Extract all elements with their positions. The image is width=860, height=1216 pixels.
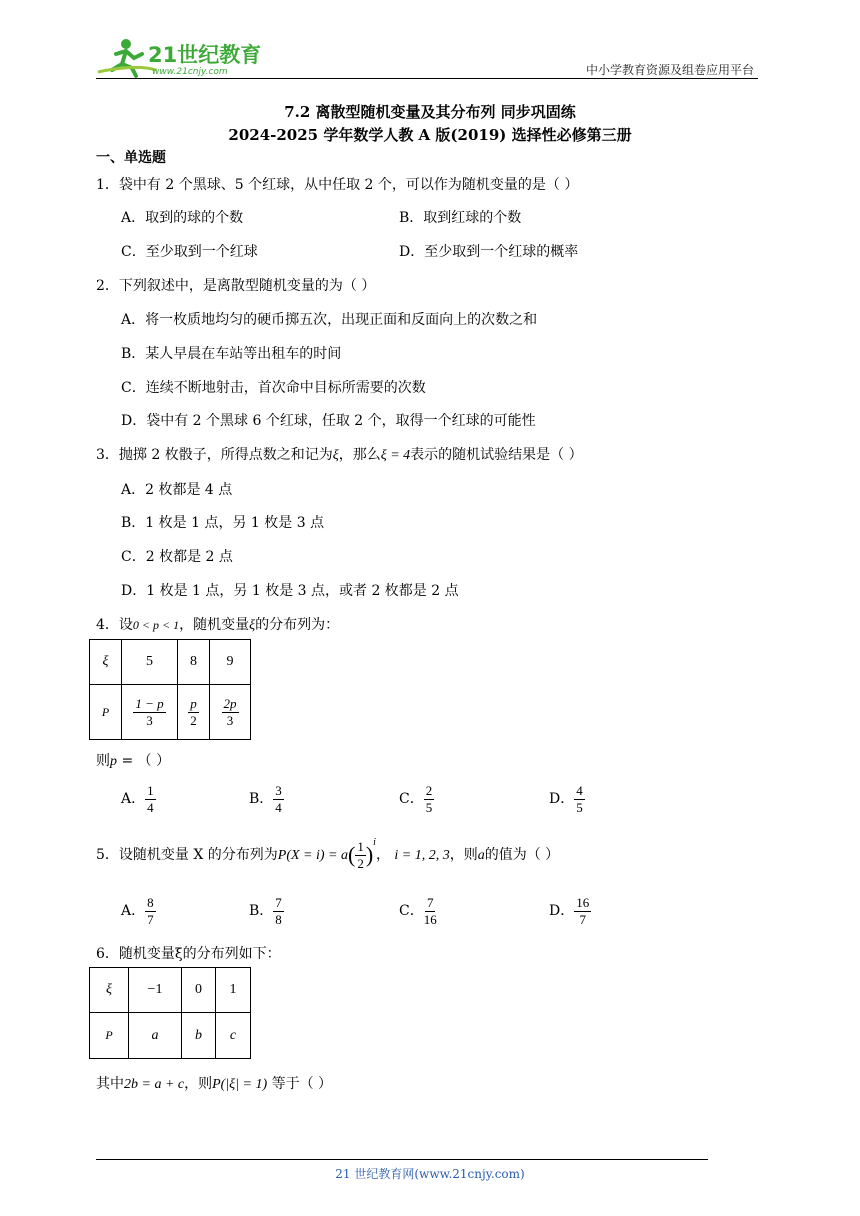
q2-option-d: D．袋中有 2 个黑球 6 个红球，任取 2 个，取得一个红球的可能性 [121,413,536,429]
q5-option-c: C． $\frac{7}{16}$ [399,895,437,927]
title-line-1: 7.2 离散型随机变量及其分布列 同步巩固练 [284,103,576,121]
q6-table-xi-header: ξ [90,968,129,1013]
q6-table-p-header: P [90,1013,129,1059]
q4-table-prob-3: $\frac{2p}{3}$ [210,685,251,740]
q4-distribution-table [89,639,251,740]
q6-table-prob-c: c [216,1013,251,1059]
q1-option-c: C．至少取到一个红球 [121,244,258,260]
section-heading: 一、单选题 [96,150,166,166]
q4-table-value-3: 9 [210,640,251,685]
q4-table-xi-header: ξ [90,640,122,685]
q3-option-a: A．2 枚都是 4 点 [121,482,233,498]
svg-text:www.21cnjy.com: www.21cnjy.com [152,67,228,77]
q4-table-value-1: 5 [122,640,178,685]
q6-table-value-3: 1 [216,968,251,1013]
q6-table-prob-b: b [182,1013,216,1059]
q1-stem: 1．袋中有 2 个黑球、5 个红球，从中任取 2 个，可以作为随机变量的是（ ） [96,177,579,193]
title-line-2: 2024-2025 学年数学人教 A 版(2019) 选择性必修第三册 [228,126,632,144]
q2-option-c: C．连续不断地射击，首次命中目标所需要的次数 [121,380,426,396]
q4-table-value-2: 8 [178,640,210,685]
q3-option-b: B．1 枚是 1 点，另 1 枚是 3 点 [121,515,325,531]
platform-label: 中小学教育资源及组卷应用平台 [585,63,754,77]
runner-logo-icon [96,36,266,80]
svg-text:21世纪教育: 21世纪教育 [148,43,262,67]
q5-option-a: A． $\frac{8}{7}$ [121,895,154,927]
q4-option-b: B． $\frac{3}{4}$ [249,783,282,815]
q3-option-d: D．1 枚是 1 点，另 1 枚是 3 点，或者 2 枚都是 2 点 [121,583,459,599]
q1-option-b: B．取到红球的个数 [399,210,522,226]
q4-table-prob-2: $\frac{p}{2}$ [178,685,210,740]
q3-stem: 3．抛掷 2 枚骰子，所得点数之和记为ξ，那么ξ = 4表示的随机试验结果是（ ） [96,447,583,463]
q2-stem: 2．下列叙述中，是离散型随机变量的为（ ） [96,278,376,294]
q4-table-p-header: P [90,685,122,740]
footer-link[interactable]: 21 世纪教育网(www.21cnjy.com) [335,1167,525,1181]
q6-table-value-2: 0 [182,968,216,1013]
q6-table-value-1: −1 [129,968,182,1013]
q6-distribution-table [89,967,251,1059]
q4-table-prob-1: $\frac{1 - p}{3}$ [122,685,178,740]
q2-option-b: B．某人早晨在车站等出租车的时间 [121,346,342,362]
site-logo [96,36,266,80]
q2-option-a: A．将一枚质地均匀的硬币掷五次，出现正面和反面向上的次数之和 [121,312,538,328]
q4-option-c: C． $\frac{2}{5}$ [399,783,433,815]
q5-option-d: D． $\frac{16}{7}$ [549,895,590,927]
q6-condition: 其中2b = a + c，则P(|ξ| = 1) 等于（ ） [96,1076,333,1092]
q4-ask: 则p = （ ） [96,753,171,769]
q3-option-c: C．2 枚都是 2 点 [121,549,233,565]
q4-option-a: A． $\frac{1}{4}$ [121,783,154,815]
header-divider [96,78,758,79]
q5-option-b: B． $\frac{7}{8}$ [249,895,282,927]
q1-option-d: D．至少取到一个红球的概率 [399,244,579,260]
q4-stem: 4．设0 < p < 1，随机变量ξ的分布列为： [96,617,340,633]
q6-table-prob-a: a [129,1013,182,1059]
footer-divider [96,1159,708,1160]
q6-stem: 6．随机变量ξ的分布列如下： [96,946,281,962]
q4-option-d: D． $\frac{4}{5}$ [549,783,583,815]
q5-stem: 5．设随机变量 X 的分布列为P(X = i) = a( $\frac{1}{2}$ )$^i$， i = 1, 2, 3，则a的值为（ ） [96,837,560,871]
q1-option-a: A．取到的球的个数 [121,210,244,226]
